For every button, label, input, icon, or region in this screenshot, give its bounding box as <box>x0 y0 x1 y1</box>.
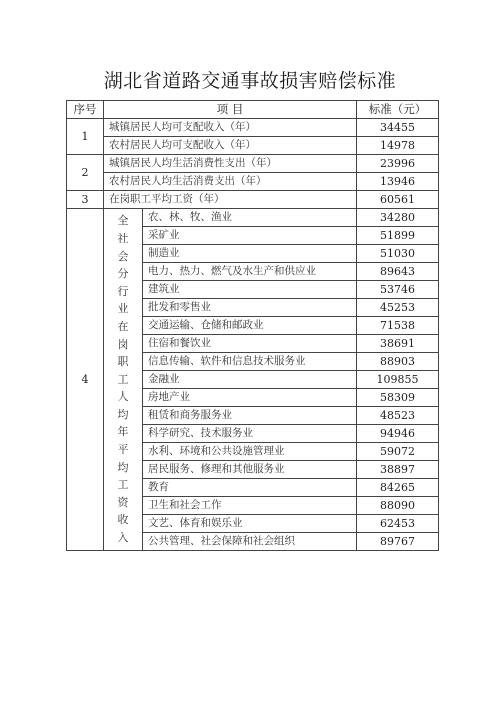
table-row <box>67 119 439 137</box>
vertical-label-char: 入 <box>117 531 129 545</box>
row-value: 89643 <box>357 263 439 281</box>
vertical-label-char: 业 <box>117 302 129 316</box>
table-row <box>67 137 439 155</box>
row-item: 住宿和餐饮业 <box>143 335 357 353</box>
vertical-label-char: 岗 <box>117 337 129 351</box>
vertical-label-char: 全 <box>117 214 129 228</box>
row-value: 38691 <box>357 335 439 353</box>
row-item: 城镇居民人均可支配收入（年） <box>104 119 357 137</box>
row-item: 居民服务、修理和其他服务业 <box>143 461 357 479</box>
header-value: 标准（元） <box>357 101 439 119</box>
table-header-row <box>67 101 439 119</box>
table-row <box>67 191 439 209</box>
row-value: 48523 <box>357 407 439 425</box>
table-row <box>67 209 439 227</box>
row-value: 71538 <box>357 317 439 335</box>
row-item: 租赁和商务服务业 <box>143 407 357 425</box>
vertical-label-char: 分 <box>117 267 129 281</box>
vertical-label-char: 工 <box>117 478 129 492</box>
row-value: 34455 <box>357 119 439 137</box>
vertical-label-char: 会 <box>117 249 129 263</box>
row-value: 58309 <box>357 389 439 407</box>
vertical-label-char: 社 <box>117 231 129 245</box>
row-value: 51030 <box>357 245 439 263</box>
vertical-label-char: 资 <box>117 495 129 509</box>
row-value: 34280 <box>357 209 439 227</box>
row-value: 94946 <box>357 425 439 443</box>
document-title: 湖北省道路交通事故损害赔偿标准 <box>103 70 397 92</box>
row-item: 文艺、体育和娱乐业 <box>143 515 357 533</box>
row-item: 科学研究、技术服务业 <box>143 425 357 443</box>
row-value: 60561 <box>357 191 439 209</box>
vertical-label-char: 在 <box>117 319 129 333</box>
row-item: 公共管理、社会保障和社会组织 <box>143 533 357 551</box>
row-value: 53746 <box>357 281 439 299</box>
vertical-label-char: 均 <box>117 407 129 421</box>
vertical-label-char: 均 <box>117 460 129 474</box>
row-item: 房地产业 <box>143 389 357 407</box>
row-item: 交通运输、仓储和邮政业 <box>143 317 357 335</box>
group-vertical-label <box>104 209 143 551</box>
row-value: 88903 <box>357 353 439 371</box>
row-item: 水利、环境和公共设施管理业 <box>143 443 357 461</box>
vertical-label-char: 人 <box>117 390 129 404</box>
row-item: 制造业 <box>143 245 357 263</box>
row-item: 农、林、牧、渔业 <box>143 209 357 227</box>
row-item: 在岗职工平均工资（年） <box>104 191 357 209</box>
row-value: 88090 <box>357 497 439 515</box>
row-item: 建筑业 <box>143 281 357 299</box>
row-seq: 3 <box>67 191 104 209</box>
row-value: 38897 <box>357 461 439 479</box>
row-item: 金融业 <box>143 371 357 389</box>
header-seq: 序号 <box>67 101 104 119</box>
row-item: 批发和零售业 <box>143 299 357 317</box>
vertical-label-char: 职 <box>117 355 129 369</box>
vertical-label-char: 工 <box>117 372 129 386</box>
row-item: 农村居民人均生活消费支出（年） <box>104 173 357 191</box>
table-row <box>67 173 439 191</box>
row-seq: 4 <box>67 209 104 551</box>
row-value: 109855 <box>357 371 439 389</box>
row-value: 84265 <box>357 479 439 497</box>
row-item: 信息传输、软件和信息技术服务业 <box>143 353 357 371</box>
row-item: 电力、热力、燃气及水生产和供应业 <box>143 263 357 281</box>
row-value: 14978 <box>357 137 439 155</box>
industry-wage-group <box>67 209 439 551</box>
row-value: 59072 <box>357 443 439 461</box>
vertical-label-char: 行 <box>117 284 129 298</box>
row-seq: 1 <box>67 119 104 155</box>
row-seq: 2 <box>67 155 104 191</box>
row-item: 卫生和社会工作 <box>143 497 357 515</box>
row-value: 51899 <box>357 227 439 245</box>
row-value: 62453 <box>357 515 439 533</box>
vertical-label-char: 平 <box>117 443 129 457</box>
row-item: 教育 <box>143 479 357 497</box>
row-value: 23996 <box>357 155 439 173</box>
row-item: 城镇居民人均生活消费性支出（年） <box>104 155 357 173</box>
row-item: 农村居民人均可支配收入（年） <box>104 137 357 155</box>
row-value: 13946 <box>357 173 439 191</box>
header-item: 项 目 <box>104 101 357 119</box>
row-item: 采矿业 <box>143 227 357 245</box>
compensation-standard-table <box>66 100 439 551</box>
vertical-label-char: 年 <box>117 425 129 439</box>
vertical-label-char: 收 <box>117 513 129 527</box>
table-row <box>67 155 439 173</box>
row-value: 45253 <box>357 299 439 317</box>
row-value: 89767 <box>357 533 439 551</box>
